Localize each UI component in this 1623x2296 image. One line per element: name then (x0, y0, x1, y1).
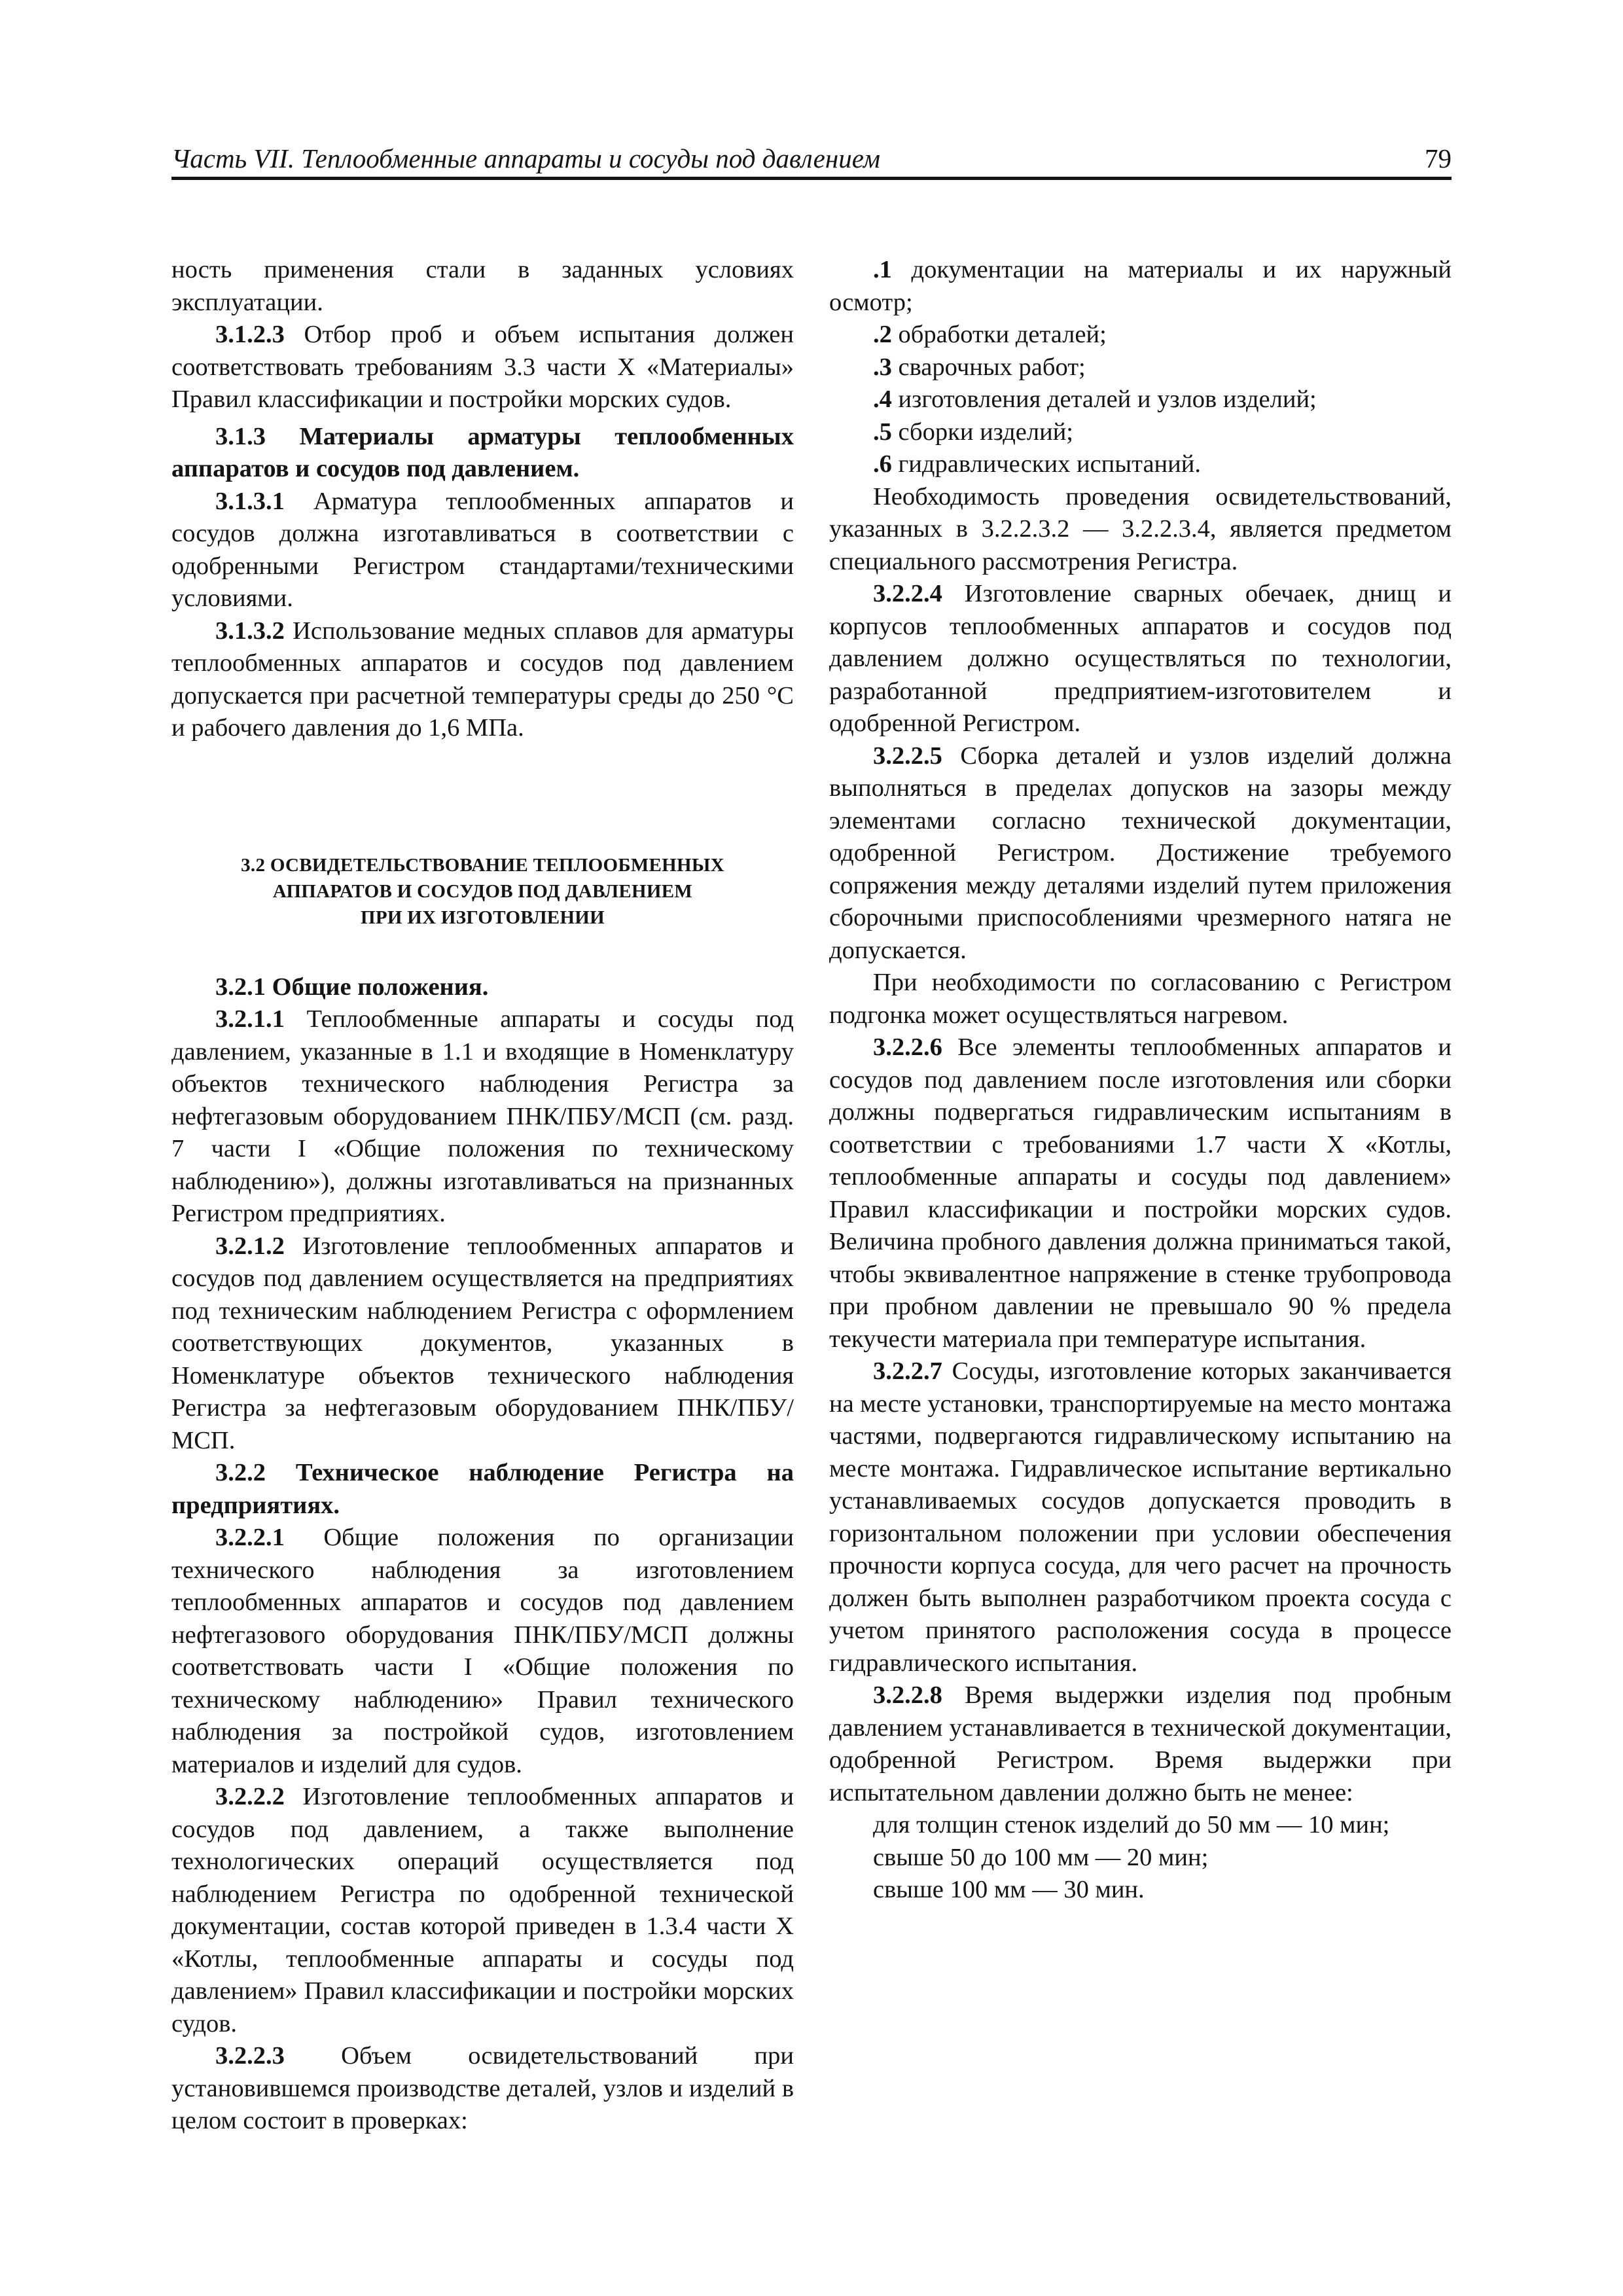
clause-number: 3.1.3.1 (215, 487, 285, 515)
clause-text: Арматура теплообменных аппаратов и сосудов должна изготавливаться в соответствии с одобренными Регистром стандартами/техническими условиями. (171, 487, 794, 612)
list-text: гидравлических испытаний. (891, 450, 1201, 478)
paragraph: Необходимость проведения освидетельствований, указанных в 3.2.2.3.2 — 3.2.2.3.4, является предметом специального рассмотрения Регистра. (829, 482, 1452, 575)
paragraph: При необходимости по согласованию с Регистром подгонка может осуществляться нагревом. (829, 969, 1452, 1029)
subsection-heading: 3.2.2 Техническое наблюдение Регистра на предприятиях. (171, 1459, 794, 1519)
paragraph (171, 615, 794, 745)
time-item: свыше 50 до 100 мм — 20 мин; (873, 1843, 1209, 1871)
clause-text: Изготовление теплообменных аппаратов и сосудов под давлением, а также выполнение технологических операций осуществляется под наблюдением Регистра по одобренной технической документации, состав которой приведен в 1.3.4 части X «Котлы, теплообменные аппараты и сосуды под давлением» Правил классификации и постройки морских судов. (171, 1783, 794, 2037)
clause-text: Время выдержки изделия под пробным давлением устанавливается в технической документации, одобренной Регистром. Время выдержки при испытательном давлении должно быть не менее: (829, 1681, 1452, 1806)
section-heading (171, 852, 794, 931)
clause-text: Изготовление сварных обечаек, днищ и корпусов теплообменных аппаратов и сосудов под давлением должно осуществляться по технологии, разработанной предприятием-изготовителем и одобренной Регистром. (829, 580, 1452, 737)
clause-number: 3.2.2.4 (873, 580, 942, 607)
paragraph (171, 1781, 794, 2040)
clause-number: 3.2.2.2 (215, 1783, 285, 1810)
clause-number: 3.2.2.7 (873, 1357, 942, 1385)
list-text: сборки изделий; (891, 418, 1073, 446)
list-text: изготовления деталей и узлов изделий; (891, 386, 1317, 413)
clause-text: Все элементы теплообменных аппаратов и сосудов под давлением после изготовления или сборки должны подвергаться гидравлическим испытаниям в соответствии с требованиями 1.7 части X «Котлы, теплообменные аппараты и сосуды под давлением» Правил классификации и постройки морских судов. Величина пробного давления должна приниматься такой, чтобы эквивалентное напряжение в стенке трубопровода при пробном давлении не превышало 90 % предела текучести материала при температуре испытания. (829, 1033, 1452, 1353)
list-number: .1 (873, 256, 892, 283)
list-text: сварочных работ; (891, 353, 1086, 381)
list-item (829, 351, 1452, 384)
list-item (829, 254, 1452, 319)
clause-number: 3.2.2.3 (215, 2042, 285, 2070)
subsection-heading: 3.2.1 Общие положения. (215, 973, 489, 1001)
paragraph (171, 1003, 794, 1230)
running-header (171, 143, 1452, 180)
clause-text: Использование медных сплавов для арматуры теплообменных аппаратов и сосудов под давлением допускается при расчетной температуры среды до 250 °С и рабочего давления до 1,6 МПа. (171, 617, 794, 742)
list-number: .4 (873, 386, 892, 413)
clause-number: 3.1.2.3 (215, 321, 285, 348)
clause-text: Общие положения по организации технического наблюдения за изготовлением теплообменных аппаратов и сосудов под давлением нефтегазового оборудования ПНК/ПБУ/МСП должны соответствовать части I «Общие положения по техническому наблюдению» Правил технического наблюдения за постройкой судов, изготовлением материалов и изделий для судов. (171, 1524, 794, 1778)
clause-number: 3.2.1.2 (215, 1232, 285, 1260)
clause-number: 3.2.2.6 (873, 1033, 942, 1061)
paragraph (171, 1230, 794, 1458)
list-number: .3 (873, 353, 892, 381)
time-item: для толщин стенок изделий до 50 мм — 10 мин; (873, 1811, 1390, 1839)
time-item: свыше 100 мм — 30 мин. (873, 1876, 1145, 1903)
clause-text: Теплообменные аппараты и сосуды под давлением, указанные в 1.1 и входящие в Номенклатуру объектов технического наблюдения Регистра за нефтегазовым оборудованием ПНК/ПБУ/МСП (см. разд. 7 части I «Общие положения по техническому наблюдению»), должны изготавливаться на признанных Регистром предприятиях. (171, 1005, 794, 1227)
paragraph (829, 1679, 1452, 1809)
clause-text: Сборка деталей и узлов изделий должна выполняться в пределах допусков на зазоры между элементами согласно технической документации, одобренной Регистром. Достижение требуемого сопряжения между деталями изделий путем приложения сборочными приспособлениями чрезмерного натяга не допускается. (829, 742, 1452, 964)
right-column (829, 254, 1452, 1907)
subsection-heading: 3.1.3 Материалы арматуры теплообменных аппаратов и сосудов под давлением. (171, 422, 794, 482)
clause-number: 3.1.3.2 (215, 617, 285, 645)
clause-text: Сосуды, изготовление которых заканчивается на месте установки, транспортируемые на место монтажа частями, подвергаются гидравлическому испытанию на месте монтажа. Гидравлическое испытание вертикально устанавливаемых сосудов допускается проводить в горизонтальном положении при условии обеспечения прочности корпуса сосуда, для чего расчет на прочность должен быть выполнен разработчиком проекта сосуда с учетом принятого расположения сосуда в процессе гидравлического испытания. (829, 1357, 1452, 1677)
paragraph (829, 1355, 1452, 1679)
paragraph (171, 2040, 794, 2138)
clause-text: Изготовление теплообменных аппаратов и сосудов под давлением осуществляется на предприятиях под техническим наблюдением Регистра с оформлением соответствующих документов, указанных в Номенклатуре объектов технического наблюдения Регистра за нефтегазовым оборудованием ПНК/ПБУ/МСП. (171, 1232, 794, 1454)
list-text: документации на материалы и их наружный осмотр; (829, 256, 1452, 316)
section-heading-line: 3.2 ОСВИДЕТЕЛЬСТВОВАНИЕ ТЕПЛООБМЕННЫХ (241, 854, 724, 876)
page-number: 79 (1425, 143, 1452, 173)
section-heading-line: ПРИ ИХ ИЗГОТОВЛЕНИИ (360, 906, 605, 928)
clause-number: 3.2.2.8 (873, 1681, 942, 1709)
paragraph (829, 740, 1452, 967)
paragraph: ность применения стали в заданных условиях эксплуатации. (171, 256, 794, 316)
clause-number: 3.2.2.5 (873, 742, 942, 770)
section-heading-line: АППАРАТОВ И СОСУДОВ ПОД ДАВЛЕНИЕМ (272, 880, 693, 902)
paragraph (829, 578, 1452, 740)
list-item (829, 448, 1452, 481)
list-item (829, 416, 1452, 449)
running-title: Часть VII. Теплообменные аппараты и сосуды под давлением (171, 143, 881, 173)
paragraph (171, 319, 794, 416)
list-item (829, 384, 1452, 416)
list-text: обработки деталей; (891, 321, 1107, 348)
paragraph (171, 1522, 794, 1781)
list-number: .6 (873, 450, 892, 478)
clause-number: 3.2.1.1 (215, 1005, 285, 1033)
list-number: .5 (873, 418, 892, 446)
clause-number: 3.2.2.1 (215, 1524, 285, 1551)
paragraph (171, 486, 794, 615)
list-item (829, 319, 1452, 351)
left-column (171, 254, 794, 2138)
list-number: .2 (873, 321, 892, 348)
clause-text: Объем освидетельствований при установившемся производстве деталей, узлов и изделий в целом состоит в проверках: (171, 2042, 794, 2134)
clause-text: Отбор проб и объем испытания должен соответствовать требованиям 3.3 части X «Материалы» Правил классификации и постройки морских судов. (171, 321, 794, 413)
paragraph (829, 1031, 1452, 1355)
